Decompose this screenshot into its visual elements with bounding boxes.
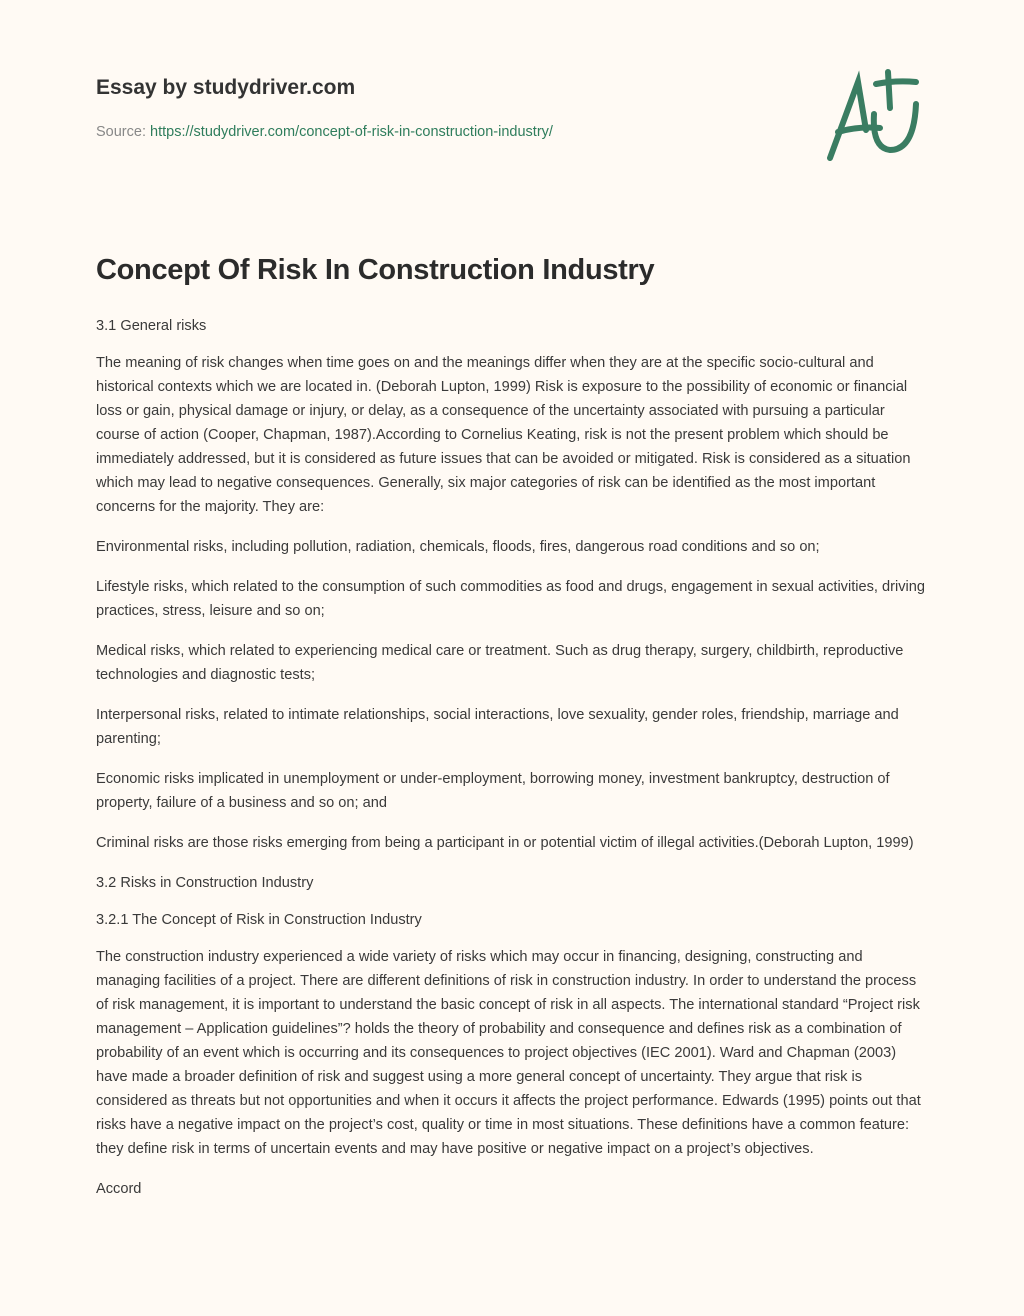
section-heading: 3.2 Risks in Construction Industry bbox=[96, 875, 314, 891]
paragraph: Lifestyle risks, which related to the consumption of such commodities as food and drugs, engagement in sexual activities, driving practices, stress, leisure and so on; bbox=[96, 579, 926, 619]
source-link[interactable]: https://studydriver.com/concept-of-risk-in-construction-industry/ bbox=[150, 124, 553, 140]
paragraph: The construction industry experienced a wide variety of risks which may occur in financing, designing, constructing and managing facilities of a project. There are different definitions of risk in construction industry. In order to understand the process of risk management, it is important to understand the basic concept of risk in all aspects. The international standard “Project risk management – Application guidelines”? holds the theory of probability and consequence and defines risk as a combination of probability of an event which is occurring and its consequences to project objectives (IEC 2001). Ward and Chapman (2003) have made a broader definition of risk and suggest using a more general concept of uncertainty. They argue that risk is considered as threats but not opportunities and when it occurs it affects the project performance. Edwards (1995) points out that risks have a negative impact on the project’s cost, quality or time in most situations. These definitions have a common feature: they define risk in terms of uncertain events and may have positive or negative impact on a project’s objectives. bbox=[96, 949, 921, 1157]
paragraph: The meaning of risk changes when time goes on and the meanings differ when they are at the specific socio-cultural and historical contexts which we are located in. (Deborah Lupton, 1999) Risk is exposure to the possibility of economic or financial loss or gain, physical damage or injury, or delay, as a consequence of the uncertainty associated with pursuing a particular course of action (Cooper, Chapman, 1987).According to Cornelius Keating, risk is not the present problem which should be immediately addressed, but it is considered as future issues that can be avoided or mitigated. Risk is considered as a situation which may lead to negative consequences. Generally, six major categories of risk can be identified as the most important concerns for the majority. They are: bbox=[96, 355, 911, 515]
site-brand: Essay by studydriver.com bbox=[96, 76, 356, 99]
essay-body bbox=[96, 314, 928, 1217]
paragraph: Accord bbox=[96, 1181, 142, 1197]
section-heading: 3.1 General risks bbox=[96, 318, 207, 334]
paragraph: Environmental risks, including pollution, radiation, chemicals, floods, fires, dangerous road conditions and so on; bbox=[96, 539, 820, 555]
page-title: Concept Of Risk In Construction Industry bbox=[96, 254, 655, 286]
paragraph: Interpersonal risks, related to intimate relationships, social interactions, love sexuality, gender roles, friendship, marriage and parenting; bbox=[96, 707, 899, 747]
source-label: Source: bbox=[96, 124, 146, 140]
subsection-heading: 3.2.1 The Concept of Risk in Construction Industry bbox=[96, 912, 422, 928]
source-line bbox=[96, 124, 553, 140]
paragraph: Medical risks, which related to experiencing medical care or treatment. Such as drug therapy, surgery, childbirth, reproductive technologies and diagnostic tests; bbox=[96, 643, 904, 683]
paragraph: Criminal risks are those risks emerging from being a participant in or potential victim of illegal activities.(Deborah Lupton, 1999) bbox=[96, 835, 914, 851]
paragraph: Economic risks implicated in unemployment or under-employment, borrowing money, investment bankruptcy, destruction of property, failure of a business and so on; and bbox=[96, 771, 890, 811]
a-plus-logo-icon bbox=[818, 68, 928, 164]
